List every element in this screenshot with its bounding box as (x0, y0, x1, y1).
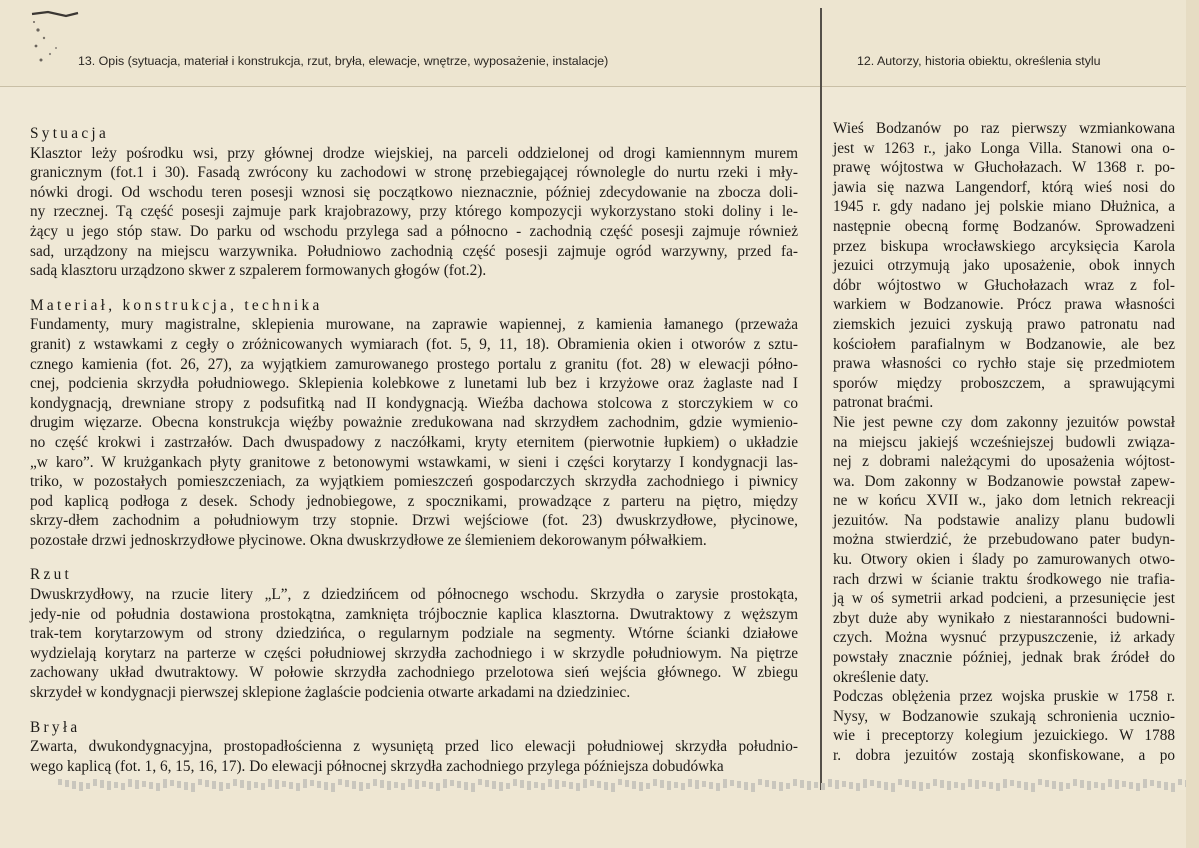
strip-mark (499, 782, 503, 791)
strip-mark (793, 779, 797, 786)
strip-mark (863, 779, 867, 788)
text-line: wydzielają korytarz na parterze w części południowej skrzydła zachodniego i w skrzydle południowym. Na piętrze (30, 644, 798, 662)
strip-mark (667, 781, 671, 790)
strip-mark (744, 782, 748, 790)
strip-mark (541, 783, 545, 790)
strip-mark (142, 781, 146, 787)
strip-mark (583, 779, 587, 788)
strip-mark (821, 783, 825, 790)
strip-mark (338, 779, 342, 785)
strip-mark (618, 779, 622, 785)
strip-mark (765, 780, 769, 787)
strip-mark (205, 780, 209, 787)
section-13-label: 13. Opis (sytuacja, materiał i konstrukcja, rzut, bryła, elewacje, wnętrze, wyposażenie, instalacje) (78, 54, 609, 68)
strip-mark (464, 782, 468, 790)
strip-mark (359, 782, 363, 791)
strip-mark (611, 783, 615, 792)
strip-mark (905, 780, 909, 787)
strip-mark (513, 779, 517, 786)
strip-mark (940, 780, 944, 788)
strip-mark (653, 779, 657, 786)
strip-mark (562, 781, 566, 787)
text-line: cznego kamienia (fot. 26, 27), za wyjątkiem zamurowanego prostego portalu z granitu (fot. 28) w elewacji półno- (30, 355, 798, 373)
strip-mark (443, 779, 447, 788)
strip-mark (352, 781, 356, 789)
strip-mark (177, 781, 181, 788)
text-line: ziemskich jezuici zyskują prawo patronatu nad (833, 315, 1175, 333)
strip-mark (191, 783, 195, 792)
strip-mark (240, 780, 244, 788)
strip-mark (835, 780, 839, 789)
strip-mark (100, 780, 104, 788)
strip-mark (982, 781, 986, 787)
strip-mark (1136, 783, 1140, 791)
strip-mark (723, 779, 727, 788)
strip-mark (79, 782, 83, 791)
text-line: pozostałe drzwi jednoskrzydłowe płycinowe. Okna dwuskrzydłowe ze ślemieniem dekorowanym półwałkiem. (30, 531, 707, 549)
text-line: ku. Otwory okien i ślady po zamurowanych otwo- (833, 551, 1175, 569)
torn-edge-strip (58, 775, 1198, 795)
strip-mark (254, 782, 258, 788)
strip-mark (737, 781, 741, 788)
text-line: jedy-nie od południa dostawiona prostokątna, zamknięta trójbocznie kaplica klasztorna. Dwutraktowy z węższym (30, 605, 798, 623)
strip-mark (639, 782, 643, 791)
description-column (30, 124, 798, 791)
header-band (0, 0, 1199, 87)
strip-mark (681, 783, 685, 790)
strip-mark (807, 781, 811, 790)
strip-mark (534, 782, 538, 788)
text-line: prawę wójtostwa w Głuchołazach. W 1368 r. po- (833, 159, 1175, 177)
strip-mark (310, 780, 314, 786)
strip-mark (520, 780, 524, 788)
strip-mark (331, 783, 335, 792)
strip-mark (954, 782, 958, 788)
text-line: żący u jego stóp staw. Do parku od wschodu przylega sad a północno - zachodnią część posesji zajmuje również (30, 222, 798, 240)
strip-mark (898, 779, 902, 785)
strip-mark (415, 780, 419, 789)
text-line: wego kaplicą (fot. 1, 6, 15, 16, 17). Do elewacji północnej skrzydła zachodniego przylega późniejsza dobudówka (30, 757, 724, 775)
strip-mark (688, 779, 692, 787)
strip-mark (1024, 782, 1028, 790)
strip-mark (72, 781, 76, 789)
text-line: jest w 1263 r., jako Longa Villa. Stanowi ona o- (833, 139, 1175, 157)
strip-mark (1122, 781, 1126, 787)
text-line: patronat braćmi. (833, 394, 934, 412)
text-line: Klasztor leży pośrodku wsi, przy głównej drodze wiejskiej, na parceli oddzielonej od drogi kamiennnym murem (30, 144, 798, 162)
strip-mark (548, 779, 552, 787)
strip-mark (65, 780, 69, 787)
strip-mark (1157, 781, 1161, 788)
strip-mark (877, 781, 881, 788)
text-line: czych. Można wysnuć przypuszczenie, iż arkady (833, 629, 1175, 647)
history-column (833, 119, 1175, 766)
strip-mark (247, 781, 251, 790)
text-line: Nysy, w Bodzanowie szukają schronienia ucznio- (833, 707, 1175, 725)
strip-mark (674, 782, 678, 788)
text-line: na miejscu jakiejś wcześniejszej budowli związa- (833, 433, 1175, 451)
strip-mark (856, 783, 860, 791)
text-line: ją w oś symetrii arkad podcieni, a przesunięcie jest (833, 590, 1175, 608)
strip-mark (625, 780, 629, 787)
strip-mark (149, 782, 153, 789)
scan-noise-mark (30, 10, 80, 70)
text-line: warkiem w Bodzanowie. Prócz prawa własności (833, 296, 1175, 314)
strip-mark (170, 780, 174, 786)
strip-mark (1017, 781, 1021, 788)
strip-mark (1115, 780, 1119, 789)
strip-mark (590, 780, 594, 786)
strip-mark (1129, 782, 1133, 789)
text-line: przez biskupa wrocławskiego arcyksięcia Karola (833, 237, 1175, 255)
text-line: drugim więzarze. Obecna konstrukcja więźby poważnie zredukowana nad skrzydłem zachodnim, gdzie wymienio- (30, 414, 798, 432)
text-line: Podczas oblężenia przez wojska pruskie w 1758 r. (833, 688, 1175, 706)
strip-mark (961, 783, 965, 790)
strip-mark (800, 780, 804, 788)
strip-mark (772, 781, 776, 789)
strip-mark (107, 781, 111, 790)
section-heading: Sytuacja (30, 125, 110, 142)
strip-mark (282, 781, 286, 787)
strip-mark (884, 782, 888, 790)
text-line: skrzy-dłem zachodnim a południowym trzy stopnie. Drzwi wejściowe (fot. 23) dwuskrzydłowe, płycinowe, (30, 512, 798, 530)
text-line: kondygnacją, drewniane stropy z podsufitką nad II kondygnacją. Wieźba dachowa stolcowa z storczykiem w co (30, 394, 798, 412)
strip-mark (198, 779, 202, 785)
strip-mark (779, 782, 783, 791)
strip-mark (1073, 779, 1077, 786)
text-line: no część krokwi i zastrzałów. Dach dwuspadowy z naczółkami, kryty eternitem (pierwotnie łupkiem) o układzie (30, 433, 798, 451)
strip-mark (296, 783, 300, 791)
strip-mark (485, 780, 489, 787)
text-line: sad, urządzony na miejscu warzywnika. Południowo zachodnią część posesji zajmuje ogród warzywny, przed fa- (30, 242, 798, 260)
strip-mark (926, 783, 930, 789)
strip-mark (1052, 781, 1056, 789)
strip-mark (1087, 781, 1091, 790)
strip-mark (569, 782, 573, 789)
text-line: ne w końcu XVII w., jako dom letnich rekreacji (833, 492, 1175, 510)
column-divider (820, 8, 822, 790)
text-line: jawia się nazwa Langendorf, którą wieś nosi do (833, 178, 1175, 196)
strip-mark (114, 782, 118, 788)
strip-mark (373, 779, 377, 786)
text-line: zachowany układ dwutraktowy. W połowie skrzydła zachodniego przelotowa sień wejścia głównego. W zbiegu (30, 664, 798, 682)
strip-mark (1003, 779, 1007, 788)
strip-mark (471, 783, 475, 792)
text-line: dóbr wójtostwo w Głuchołazach wraz z fol- (833, 276, 1175, 294)
strip-mark (786, 783, 790, 789)
strip-mark (751, 783, 755, 792)
strip-mark (968, 779, 972, 787)
strip-mark (492, 781, 496, 789)
strip-mark (912, 781, 916, 789)
strip-mark (156, 783, 160, 791)
strip-mark (597, 781, 601, 788)
strip-mark (135, 780, 139, 789)
section-12-label: 12. Autorzy, historia obiektu, określenia stylu (857, 54, 1101, 68)
strip-mark (317, 781, 321, 788)
strip-mark (219, 782, 223, 791)
strip-mark (121, 783, 125, 790)
strip-mark (478, 779, 482, 785)
text-line: zbyt duże aby wynikało z niestaranności budowni- (833, 609, 1175, 627)
strip-mark (436, 783, 440, 791)
strip-mark (128, 779, 132, 787)
text-line: trak-tem korytarzowym od strony dziedzińca, o regularnym podziale na segmenty. Wtórne ścianki działowe (30, 625, 798, 643)
strip-mark (1164, 782, 1168, 790)
strip-mark (58, 779, 62, 785)
text-line: Dwuskrzydłowy, na rzucie litery „L”, z dziedzińcem od północnego wschodu. Skrzydła o zarysie prostokąta, (30, 586, 798, 604)
strip-mark (758, 779, 762, 785)
strip-mark (289, 782, 293, 789)
text-line: jezuici otrzymują jako uposażenie, obok innych (833, 257, 1175, 275)
strip-mark (555, 780, 559, 789)
strip-mark (303, 779, 307, 788)
text-line: wa. Dom zakonny w Bodzanowie powstał zapew- (833, 472, 1175, 490)
strip-mark (842, 781, 846, 787)
text-line: prawa własności co rychło staje się przedmiotem (833, 355, 1175, 373)
text-line: granicznym (fot.1 i 30). Fasadą zwrócony ku zachodowi w stronę przebiegającej równolegle do nurtu rzeki i mły- (30, 164, 798, 182)
strip-mark (975, 780, 979, 789)
strip-mark (695, 780, 699, 789)
strip-mark (1059, 782, 1063, 791)
right-page-edge (1186, 0, 1199, 848)
strip-mark (1094, 782, 1098, 788)
strip-mark (632, 781, 636, 789)
text-line: wie i preceptorzy kolegium jezuickiego. W 1788 (833, 727, 1175, 745)
strip-mark (891, 783, 895, 792)
text-line: ny rzecznej. Tą część posesji zajmuje park krajobrazowy, przy którego kompozycji wykorzystano stoki doliny i le- (30, 203, 798, 221)
section-heading: Rzut (30, 566, 73, 584)
strip-mark (345, 780, 349, 787)
strip-mark (429, 782, 433, 789)
text-line: granit) z wstawkami z cegły o zróżnicowanych wymiarach (fot. 5, 9, 11, 18). Obramienia okien i otworów z sztu- (30, 335, 798, 353)
strip-mark (1010, 780, 1014, 786)
strip-mark (380, 780, 384, 788)
text-line: nej z dobrami należącymi do uposażenia wójtost- (833, 453, 1175, 471)
strip-mark (1031, 783, 1035, 792)
section-heading: Materiał, konstrukcja, technika (30, 296, 323, 314)
strip-mark (324, 782, 328, 790)
strip-mark (1045, 780, 1049, 787)
strip-mark (233, 779, 237, 786)
strip-mark (1143, 779, 1147, 788)
strip-mark (1150, 780, 1154, 786)
strip-mark (709, 782, 713, 789)
strip-mark (849, 782, 853, 789)
text-line: 1945 r. gdy nadano jej polskie miano Dłużnica, a (833, 198, 1175, 216)
strip-mark (1108, 779, 1112, 787)
text-line: nówki drogi. Od wschodu teren posesji wznosi się początkowo nieznacznie, później zdecydowanie na zbocza doli- (30, 183, 798, 201)
text-line: triko, w pozostałych pomieszczeniach, za wyjątkiem pomieszczeń gospodarczych skrzydła zachodniego i piwnicy (30, 473, 798, 491)
text-line: rach drzwi w ścianie traktu środkowego nie trafia- (833, 570, 1175, 588)
strip-mark (919, 782, 923, 791)
strip-mark (527, 781, 531, 790)
text-line: określenie daty. (833, 668, 929, 686)
strip-mark (212, 781, 216, 789)
strip-mark (1101, 783, 1105, 790)
strip-mark (93, 779, 97, 786)
text-line: Fundamenty, mury magistralne, sklepienia murowane, na zaprawie wapiennej, z kamienia łamanego (przeważa (30, 316, 798, 334)
strip-mark (394, 782, 398, 788)
text-line: Nie jest pewne czy dom zakonny jezuitów powstał (833, 413, 1175, 431)
strip-mark (366, 783, 370, 789)
strip-mark (275, 780, 279, 789)
text-line: Wieś Bodzanów po raz pierwszy wzmiankowana (833, 120, 1175, 137)
strip-mark (1066, 783, 1070, 789)
text-line: sporów między proboszczem, a sprawującymi (833, 374, 1175, 392)
section-3 (30, 565, 798, 702)
strip-mark (996, 783, 1000, 791)
strip-mark (947, 781, 951, 790)
section-1 (30, 124, 798, 281)
strip-mark (86, 783, 90, 789)
strip-mark (828, 779, 832, 787)
strip-mark (1178, 779, 1182, 785)
strip-mark (163, 779, 167, 788)
strip-mark (604, 782, 608, 790)
text-line: pod kaplicą podłoga z desek. Schody jednobiegowe, z spocznikami, prowadzące z parteru na piętro, między (30, 492, 798, 510)
text-line: Zwarta, dwukondygnacyjna, prostopadłościenna z wysuniętą przed lico elewacji południowej skrzydła południo- (30, 738, 798, 756)
strip-mark (450, 780, 454, 786)
strip-mark (1080, 780, 1084, 788)
strip-mark (261, 783, 265, 790)
strip-mark (408, 779, 412, 787)
strip-mark (716, 783, 720, 791)
strip-mark (422, 781, 426, 787)
strip-mark (457, 781, 461, 788)
strip-mark (660, 780, 664, 788)
strip-mark (933, 779, 937, 786)
strip-mark (814, 782, 818, 788)
text-line: powstały znacznie później, jednak brak źródeł do (833, 649, 1175, 667)
strip-mark (226, 783, 230, 789)
strip-mark (646, 783, 650, 789)
strip-mark (506, 783, 510, 789)
strip-mark (1171, 783, 1175, 792)
bottom-margin (0, 790, 1199, 848)
strip-mark (730, 780, 734, 786)
text-line: r. dobra jezuitów zostają skonfiskowane, a po (833, 747, 1175, 764)
strip-mark (268, 779, 272, 787)
strip-mark (576, 783, 580, 791)
text-line: skrzydeł w kondygnacji pierwszej sklepione żaglaście podcienia otwarte arkadami na dziedziniec. (30, 684, 631, 702)
text-line: można stwierdzić, że przebudowano pater budyn- (833, 531, 1175, 549)
strip-mark (387, 781, 391, 790)
text-line: cnej, podcienia skrzydła południowego. Sklepienia kolebkowe z lunetami lub bez i krzyżowe oraz żaglaste nad I (30, 375, 798, 393)
text-line: sadą klasztoru urządzono skwer z szpalerem formowanych głogów (fot.2). (30, 262, 487, 280)
strip-mark (1038, 779, 1042, 785)
strip-mark (401, 783, 405, 790)
strip-mark (989, 782, 993, 789)
text-line: kościołem parafialnym w Bodzanowie, ale bez (833, 335, 1175, 353)
strip-mark (184, 782, 188, 790)
section-2 (30, 296, 798, 551)
strip-mark (870, 780, 874, 786)
section-heading: Bryła (30, 718, 81, 736)
section-4 (30, 718, 798, 777)
text-line: „w karo”. W krużgankach płyty granitowe z betonowymi wstawkami, w sieni i części korytarzy I kondygnacji las- (30, 453, 798, 471)
strip-mark (702, 781, 706, 787)
text-line: jezuitów. Na podstawie analizy planu budowli (833, 511, 1175, 529)
text-line: następnie obecną formę Bodzanów. Sprowadzeni (833, 217, 1175, 235)
